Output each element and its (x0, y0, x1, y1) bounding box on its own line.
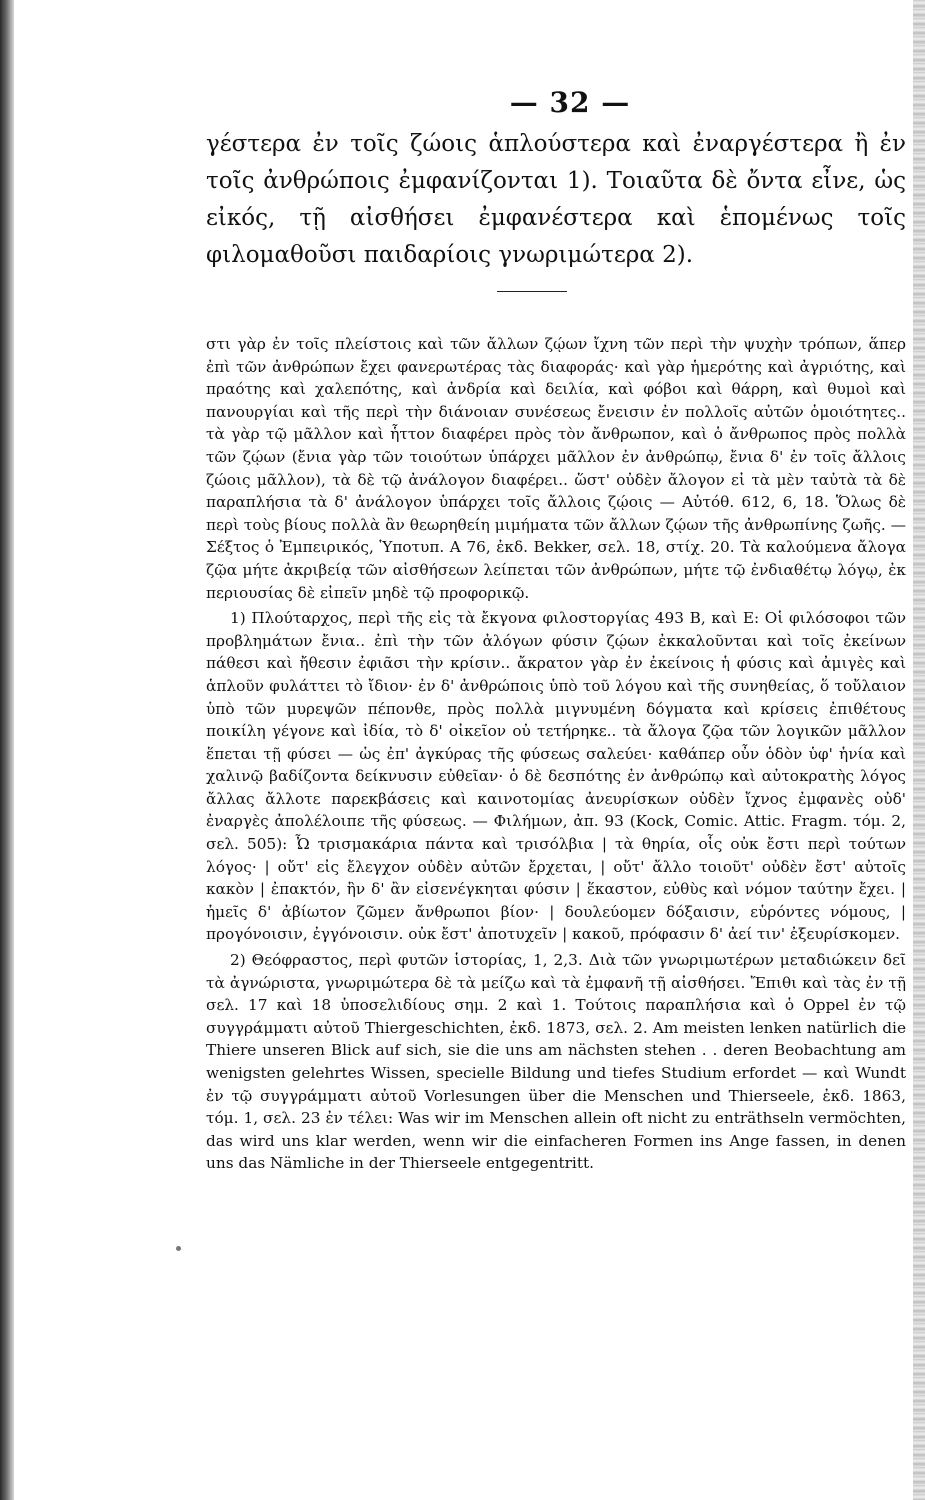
page-number: — 32 — (509, 86, 631, 119)
main-paragraph: γέστερα ἐν τοῖς ζώοις ἁπλούστερα καὶ ἐναργέστερα ἢ ἐν τοῖς ἀνθρώποις ἐμφανίζονται 1). Τοιαῦτα δὲ ὄντα εἶνε, ὡς εἰκός, τῇ αἰσθήσει ἐμφανέστερα καὶ ἑπομένως τοῖς φιλομαθοῦσι παιδαρίοις γνωριμώτερα 2). (206, 131, 906, 268)
page-binding-shadow (0, 0, 14, 1500)
footnote-separator (497, 291, 567, 292)
paper-speck (176, 1246, 181, 1251)
footnote-1: 1) Πλούταρχος, περὶ τῆς εἰς τὰ ἔκγονα φιλοστοργίας 493 B, καὶ E: Οἱ φιλόσοφοι τῶν προβλημάτων ἔνια.. ἐπὶ τὴν τῶν ἀλόγων φύσιν ζῴων ἐκκαλοῦνται καὶ τοῖς ἐκείνων πάθεσι καὶ ἤθεσιν ἐφιᾶσι τὴν κρίσιν.. ἄκρατον γὰρ ἐν ἐκείνοις ἡ φύσις καὶ ἀμιγὲς καὶ ἁπλοῦν φυλάττει τὸ ἴδιον· ἐν δ' ἀνθρώποις ὑπὸ τοῦ λόγου καὶ τῆς συνηθείας, ὅ τοὔλαιον ὑπὸ τῶν μυρεψῶν πέπονθε, πρὸς πολλὰ μιγνυμένη δόγματα καὶ κρίσεις ἐπιθέτους ποικίλη γέγονε καὶ ἰδία, τὸ δ' οἰκεῖον οὐ τετήρηκε.. τὰ ἄλογα ζῷα τῶν λογικῶν μᾶλλον ἕπεται τῇ φύσει — ὡς ἐπ' ἀγκύρας τῆς φύσεως σαλεύει· καθάπερ οὖν ὁδὸν ὑφ' ἡνία καὶ χαλινῷ βαδίζοντα δείκνυσιν εὐθεῖαν· ὁ δὲ δεσπότης ἐν ἀνθρώπῳ καὶ αὐτοκρατὴς λόγος ἄλλας ἄλλοτε παρεκβάσεις καὶ καινοτομίας ἀνευρίσκων οὐδὲν ἴχνος ἐμφανὲς οὐδ' ἐναργὲς ἀπολέλοιπε τῆς φύσεως. — Φιλήμων, ἀπ. 93 (Kock, Comic. Attic. Fragm. τόμ. 2, σελ. 505): Ὦ τρισμακάρια πάντα καὶ τρισόλβια | τὰ θηρία, οἷς οὐκ ἔστι περὶ τούτων λόγος· | οὔτ' εἰς ἔλεγχον οὐδὲν αὐτῶν ἔρχεται, | οὔτ' ἄλλο τοιοῦτ' οὐδὲν ἔστ' αὐτοῖς κακὸν | ἐπακτόν, ἣν δ' ἂν εἰσενέγκηται φύσιν | ἕκαστον, εὐθὺς καὶ νόμον ταύτην ἔχει. | ἡμεῖς δ' ἀβίωτον ζῶμεν ἄνθρωποι βίον· | δουλεύομεν δόξαισιν, εὑρόντες νόμους, | προγόνοισιν, ἐγγόνοισιν. οὐκ ἔστ' ἀποτυχεῖν | κακοῦ, πρόφασιν δ' ἀεί τιν' ἐξευρίσκομεν. (206, 609, 906, 944)
footnote-continuation: στι γὰρ ἐν τοῖς πλείστοις καὶ τῶν ἄλλων ζῴων ἴχνη τῶν περὶ τὴν ψυχὴν τρόπων, ἅπερ ἐπὶ τῶν ἀνθρώπων ἔχει φανερωτέρας τὰς διαφοράς· καὶ γὰρ ἡμερότης καὶ ἀγριότης, καὶ πραότης καὶ χαλεπότης, καὶ ἀνδρία καὶ δειλία, καὶ φόβοι καὶ θάρρη, καὶ θυμοὶ καὶ πανουργίαι καὶ τῆς περὶ τὴν διάνοιαν συνέσεως ἔνεισιν ἐν πολλοῖς αὐτῶν ὁμοιότητες.. τὰ γὰρ τῷ μᾶλλον καὶ ἧττον διαφέρει πρὸς τὸν ἄνθρωπον, καὶ ὁ ἄνθρωπος πρὸς πολλὰ τῶν ζῴων (ἔνια γὰρ τῶν τοιούτων ὑπάρχει μᾶλλον ἐν ἀνθρώπῳ, ἔνια δ' ἐν τοῖς ἄλλοις ζώοις μᾶλλον), τὰ δὲ τῷ ἀνάλογον διαφέρει.. ὥστ' οὐδὲν ἄλογον εἰ τὰ μὲν ταὐτὰ τὰ δὲ παραπλήσια τὰ δ' ἀνάλογον ὑπάρχει τοῖς ἄλλοις ζῴοις — Αὐτόθ. 612, 6, 18. Ὅλως δὲ περὶ τοὺς βίους πολλὰ ἂν θεωρηθείη μιμήματα τῶν ἄλλων ζῴων τῆς ἀνθρωπίνης ζωῆς. — Σέξτος ὁ Ἐμπειρικός, Ὑποτυπ. Α 76, ἐκδ. Bekker, σελ. 18, στίχ. 20. Τὰ καλούμενα ἄλογα ζῷα μήτε ἀκριβείᾳ τῶν αἰσθήσεων λείπεται τῶν ἀνθρώπων, μήτε τῷ ἐνδιαθέτῳ λόγῳ, ἐκ περιουσίας δὲ εἰπεῖν μηδὲ τῷ προφορικῷ. (206, 335, 906, 602)
page-edge (913, 0, 925, 1500)
footnote-2: 2) Θεόφραστος, περὶ φυτῶν ἱστορίας, 1, 2,3. Διὰ τῶν γνωριμωτέρων μεταδιώκειν δεῖ τὰ ἀγνώριστα, γνωριμώτερα δὲ τὰ μείζω καὶ τὰ ἐμφανῆ τῇ αἰσθήσει. Ἔπιθι καὶ τὰς ἐν τῇ σελ. 17 καὶ 18 ὑποσελιδίους σημ. 2 καὶ 1. Τούτοις παραπλήσια καὶ ὁ Oppel ἐν τῷ συγγράμματι αὐτοῦ Thiergeschichten, ἐκδ. 1873, σελ. 2. Am meisten lenken natürlich die Thiere unseren Blick auf sich, sie die uns am nächsten stehen . . deren Beobachtung am wenigsten gelehrtes Wissen, specielle Bildung und tiefes Studium erfordet — καὶ Wundt ἐν τῷ συγγράμματι αὐτοῦ Vorlesungen über die Menschen und Thierseele, ἐκδ. 1863, τόμ. 1, σελ. 23 ἐν τέλει: Was wir im Menschen allein oft nicht zu enträthseln vermöchten, das wird uns klar werden, wenn wir die einfacheren Formen ins Ange fassen, in denen uns das Nämliche in der Thierseele entgegentritt. (206, 951, 906, 1173)
footnotes (206, 333, 906, 1178)
